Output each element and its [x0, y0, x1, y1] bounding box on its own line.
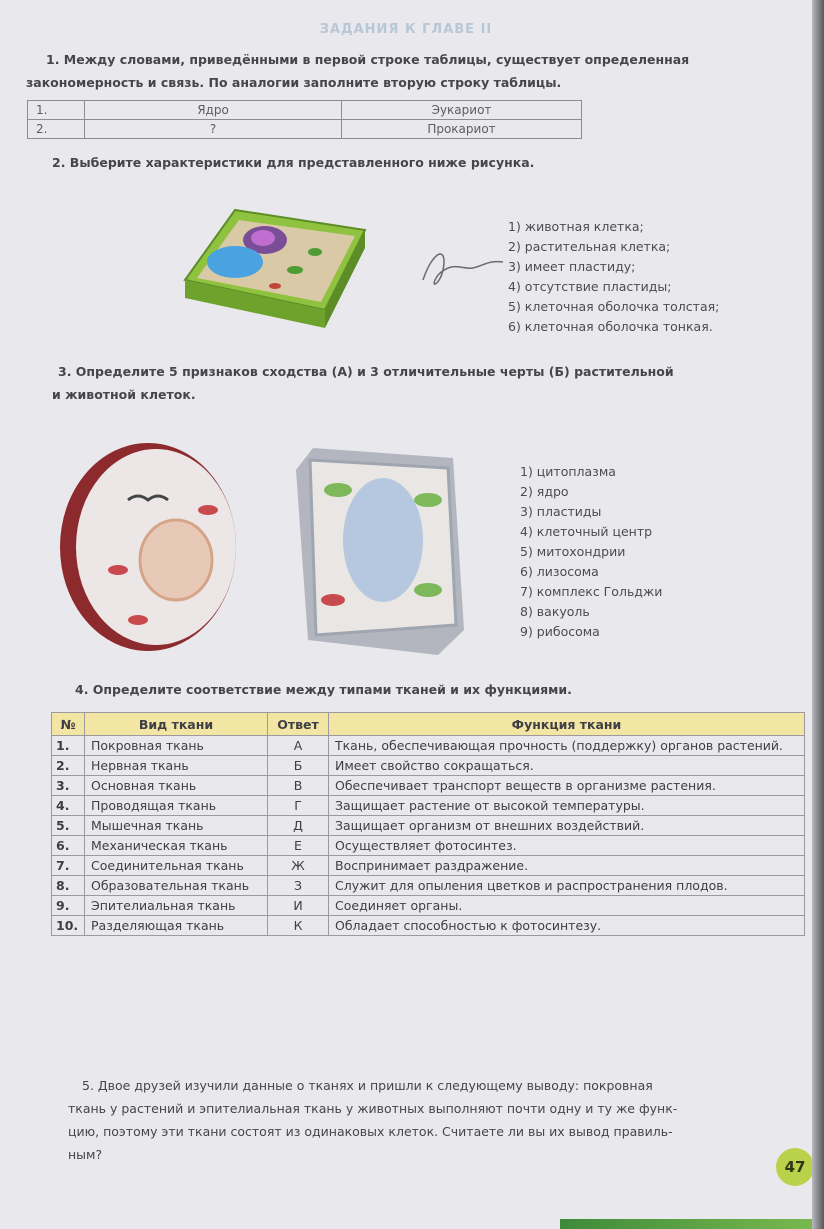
row-number: 2.	[52, 756, 85, 776]
table-cell: Прокариот	[342, 120, 582, 139]
tissue-type: Эпителиальная ткань	[85, 896, 268, 916]
task5-line4: ным?	[68, 1147, 103, 1162]
task1-line2: закономерность и связь. По аналогии заполните вторую строку таблицы.	[26, 75, 562, 90]
table-row	[52, 756, 805, 776]
task2-text: 2. Выберите характеристики для представленного ниже рисунка.	[52, 155, 535, 170]
tissue-type: Покровная ткань	[85, 736, 268, 756]
row-number: 1.	[52, 736, 85, 756]
column-header: Вид ткани	[85, 713, 268, 736]
row-number: 10.	[52, 916, 85, 936]
table-cell: ?	[85, 120, 342, 139]
list-item: 3) пластиды	[520, 504, 602, 519]
tissue-function: Защищает растение от высокой температуры.	[329, 796, 805, 816]
answer-letter: К	[268, 916, 329, 936]
list-item: 6) клеточная оболочка тонкая.	[508, 319, 713, 334]
plant-cell-3d-illustration	[175, 190, 375, 330]
tissue-function: Защищает организм от внешних воздействий.	[329, 816, 805, 836]
bottom-color-strip	[560, 1219, 812, 1229]
list-item: 3) имеет пластиду;	[508, 259, 636, 274]
answer-letter: И	[268, 896, 329, 916]
tissue-function: Воспринимает раздражение.	[329, 856, 805, 876]
column-header: №	[52, 713, 85, 736]
row-number: 9.	[52, 896, 85, 916]
answer-letter: З	[268, 876, 329, 896]
tissue-table	[51, 712, 805, 936]
list-item: 1) животная клетка;	[508, 219, 644, 234]
answer-letter: Е	[268, 836, 329, 856]
tissue-function: Имеет свойство сокращаться.	[329, 756, 805, 776]
table-cell: Эукариот	[342, 101, 582, 120]
list-item: 5) митохондрии	[520, 544, 626, 559]
task5-line3: цию, поэтому эти ткани состоят из одинаковых клеток. Считаете ли вы их вывод правиль-	[68, 1124, 673, 1139]
answer-letter: В	[268, 776, 329, 796]
answer-letter: Б	[268, 756, 329, 776]
animal-cell-illustration	[58, 440, 246, 655]
task3-line2: и животной клеток.	[52, 387, 196, 402]
tissue-type: Мышечная ткань	[85, 816, 268, 836]
table-row	[28, 101, 582, 120]
table-row	[52, 816, 805, 836]
list-item: 4) отсутствие пластиды;	[508, 279, 672, 294]
row-number: 5.	[52, 816, 85, 836]
table-row	[52, 836, 805, 856]
table-row	[28, 120, 582, 139]
tissue-type: Образовательная ткань	[85, 876, 268, 896]
row-number: 3.	[52, 776, 85, 796]
task2-options	[508, 217, 719, 337]
table-row	[52, 796, 805, 816]
task5-line2: ткань у растений и эпителиальная ткань у животных выполняют почти одну и ту же функ-	[68, 1101, 678, 1116]
list-item: 5) клеточная оболочка толстая;	[508, 299, 720, 314]
task3-line1: 3. Определите 5 признаков сходства (А) и 3 отличительные черты (Б) растительной	[58, 364, 674, 379]
table-row	[52, 876, 805, 896]
answer-letter: Д	[268, 816, 329, 836]
task4-text: 4. Определите соответствие между типами тканей и их функциями.	[75, 682, 572, 697]
chapter-heading: ЗАДАНИЯ К ГЛАВЕ II	[319, 22, 493, 37]
page-number-badge: 47	[776, 1148, 814, 1186]
tissue-type: Механическая ткань	[85, 836, 268, 856]
list-item: 2) растительная клетка;	[508, 239, 671, 254]
row-number: 7.	[52, 856, 85, 876]
answer-letter: А	[268, 736, 329, 756]
tissue-function: Обладает способностью к фотосинтезу.	[329, 916, 805, 936]
table-cell: 1.	[28, 101, 85, 120]
column-header: Ответ	[268, 713, 329, 736]
plant-cell-illustration	[288, 440, 473, 662]
tissue-type: Нервная ткань	[85, 756, 268, 776]
list-item: 7) комплекс Гольджи	[520, 584, 663, 599]
row-number: 8.	[52, 876, 85, 896]
page-edge-shadow	[812, 0, 824, 1229]
handwritten-mark	[418, 240, 508, 300]
tissue-function: Ткань, обеспечивающая прочность (поддержку) органов растений.	[329, 736, 805, 756]
table-row	[52, 896, 805, 916]
tissue-type: Соединительная ткань	[85, 856, 268, 876]
task1-line1: 1. Между словами, приведёнными в первой строке таблицы, существует определенная	[46, 52, 690, 67]
tissue-type: Основная ткань	[85, 776, 268, 796]
list-item: 6) лизосома	[520, 564, 599, 579]
row-number: 6.	[52, 836, 85, 856]
tissue-function: Осуществляет фотосинтез.	[329, 836, 805, 856]
tissue-type: Разделяющая ткань	[85, 916, 268, 936]
table-row	[52, 916, 805, 936]
row-number: 4.	[52, 796, 85, 816]
table-cell: 2.	[28, 120, 85, 139]
table-row	[52, 736, 805, 756]
tissue-type: Проводящая ткань	[85, 796, 268, 816]
tissue-function: Соединяет органы.	[329, 896, 805, 916]
answer-letter: Г	[268, 796, 329, 816]
table-row	[52, 856, 805, 876]
analogy-table	[27, 100, 582, 139]
tissue-function: Обеспечивает транспорт веществ в организме растения.	[329, 776, 805, 796]
list-item: 8) вакуоль	[520, 604, 590, 619]
table-row	[52, 776, 805, 796]
table-cell: Ядро	[85, 101, 342, 120]
task3-options	[520, 462, 662, 642]
task5-line1: 5. Двое друзей изучили данные о тканях и пришли к следующему выводу: покровная	[82, 1078, 653, 1093]
list-item: 9) рибосома	[520, 624, 600, 639]
list-item: 4) клеточный центр	[520, 524, 653, 539]
tissue-function: Служит для опыления цветков и распространения плодов.	[329, 876, 805, 896]
table-header-row	[52, 713, 805, 736]
list-item: 2) ядро	[520, 484, 569, 499]
list-item: 1) цитоплазма	[520, 464, 616, 479]
column-header: Функция ткани	[329, 713, 805, 736]
answer-letter: Ж	[268, 856, 329, 876]
